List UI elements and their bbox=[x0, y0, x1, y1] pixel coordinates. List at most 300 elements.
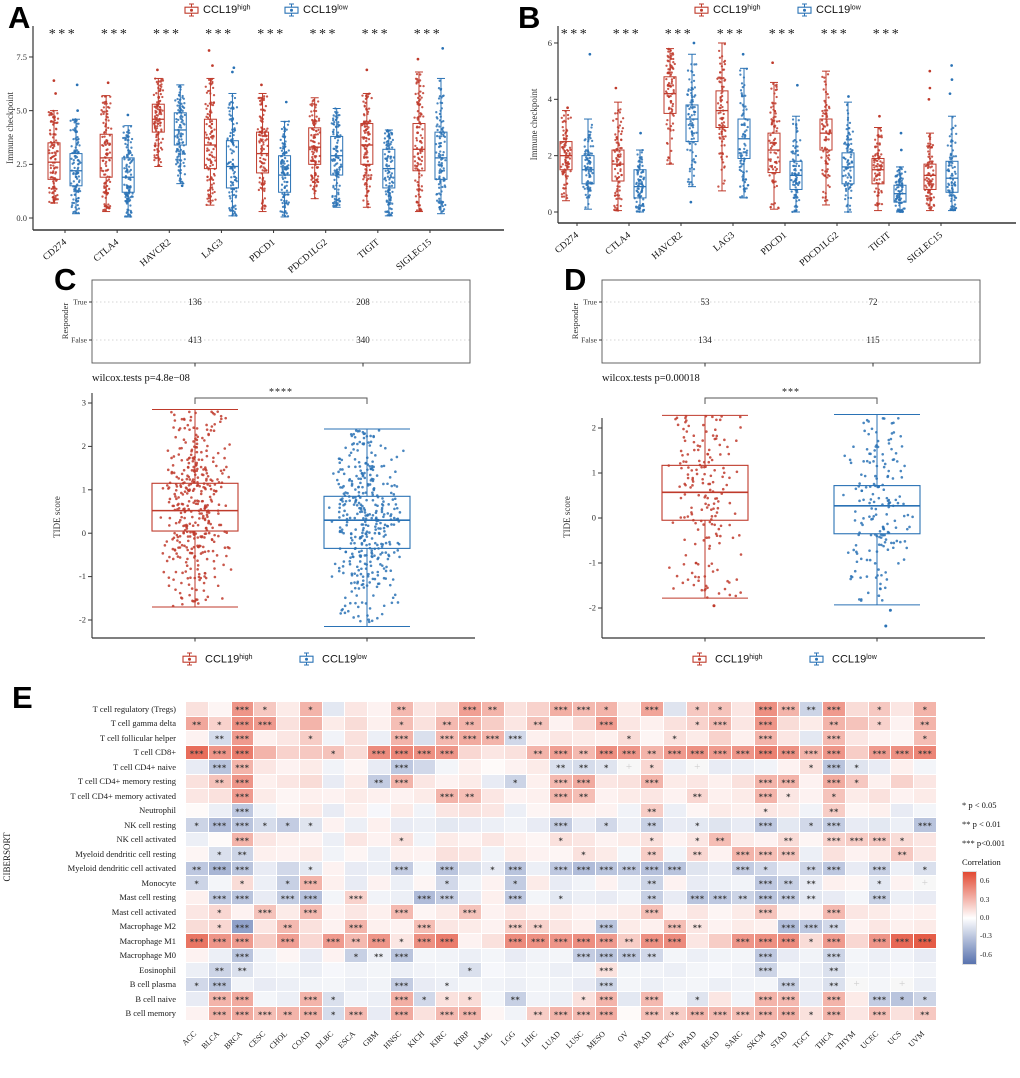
heatmap-cell: *** bbox=[755, 717, 777, 731]
heatmap-row-label: T cell gamma delta bbox=[110, 718, 176, 729]
heatmap-cell bbox=[505, 978, 527, 992]
heatmap-cell bbox=[414, 847, 436, 861]
heatmap-cell bbox=[209, 833, 231, 847]
heatmap-cell: *** bbox=[550, 862, 572, 876]
heatmap-cell bbox=[550, 847, 572, 861]
heatmap-cell: ** bbox=[527, 746, 549, 760]
heatmap-cell: ** bbox=[641, 847, 663, 861]
heatmap-cell bbox=[846, 920, 868, 934]
svg-text:PDCD1: PDCD1 bbox=[759, 230, 789, 258]
svg-text:4: 4 bbox=[547, 94, 552, 105]
heatmap-cell bbox=[254, 978, 276, 992]
heatmap-cell: ** bbox=[482, 702, 504, 716]
heatmap-cell bbox=[573, 963, 595, 977]
heatmap-cell bbox=[368, 789, 390, 803]
heatmap-cell: *** bbox=[732, 934, 754, 948]
heatmap-cell bbox=[368, 833, 390, 847]
heatmap-cell: *** bbox=[573, 862, 595, 876]
svg-text:2: 2 bbox=[81, 441, 86, 451]
heatmap-cell: *** bbox=[232, 818, 254, 832]
heatmap-cell bbox=[891, 891, 913, 905]
heatmap-cell: *** bbox=[368, 934, 390, 948]
heatmap-cell bbox=[846, 702, 868, 716]
heatmap-cell bbox=[618, 818, 640, 832]
heatmap-cell: *** bbox=[505, 731, 527, 745]
heatmap-col-label: LGG bbox=[498, 1029, 517, 1048]
heatmap-cell bbox=[277, 789, 299, 803]
heatmap-cell bbox=[914, 891, 936, 905]
heatmap-cell: * bbox=[186, 818, 208, 832]
heatmap-cell: * bbox=[687, 717, 709, 731]
heatmap-col-label: PCPG bbox=[655, 1029, 676, 1050]
heatmap-cell bbox=[596, 847, 618, 861]
heatmap-row-label: Macrophage M2 bbox=[119, 921, 176, 932]
heatmap-cell: *** bbox=[550, 818, 572, 832]
heatmap-cell bbox=[709, 847, 731, 861]
heatmap-cell: *** bbox=[755, 789, 777, 803]
svg-text:***: *** bbox=[872, 27, 902, 42]
heatmap-cell bbox=[709, 760, 731, 774]
heatmap-cell bbox=[527, 949, 549, 963]
heatmap-cell: * bbox=[209, 717, 231, 731]
heatmap-cell bbox=[709, 963, 731, 977]
box bbox=[70, 119, 82, 213]
heatmap-cell: *** bbox=[209, 934, 231, 948]
heatmap-cell bbox=[345, 731, 367, 745]
heatmap-cell bbox=[505, 1007, 527, 1021]
heatmap-cell: *** bbox=[755, 949, 777, 963]
heatmap-col-label: PAAD bbox=[631, 1029, 654, 1051]
heatmap-cell: *** bbox=[414, 934, 436, 948]
heatmap-col-label: ESCA bbox=[336, 1029, 358, 1051]
heatmap-cell bbox=[596, 891, 618, 905]
heatmap-cell: *** bbox=[755, 992, 777, 1006]
heatmap-cell: ** bbox=[823, 717, 845, 731]
heatmap-cell: *** bbox=[436, 789, 458, 803]
heatmap-cell bbox=[414, 717, 436, 731]
heatmap-cell bbox=[482, 949, 504, 963]
heatmap-cell bbox=[755, 978, 777, 992]
heatmap-cell bbox=[778, 717, 800, 731]
heatmap-cell: *** bbox=[550, 934, 572, 948]
heatmap-cell bbox=[414, 789, 436, 803]
heatmap-cell: *** bbox=[232, 1007, 254, 1021]
heatmap-cell bbox=[709, 978, 731, 992]
heatmap-cell: *** bbox=[573, 702, 595, 716]
heatmap-col-label: BLCA bbox=[199, 1029, 222, 1051]
heatmap-cell: *** bbox=[778, 1007, 800, 1021]
heatmap-cell bbox=[846, 804, 868, 818]
heatmap-cell bbox=[573, 876, 595, 890]
heatmap-cell: *** bbox=[596, 934, 618, 948]
heatmap-cell bbox=[300, 804, 322, 818]
heatmap-cell: * bbox=[596, 702, 618, 716]
heatmap-cell: ** bbox=[641, 818, 663, 832]
heatmap-cell: *** bbox=[596, 963, 618, 977]
heatmap-cell bbox=[414, 905, 436, 919]
heatmap-cell: *** bbox=[186, 934, 208, 948]
heatmap-cell bbox=[618, 789, 640, 803]
heatmap-cell: ** bbox=[823, 920, 845, 934]
heatmap-cell bbox=[550, 717, 572, 731]
heatmap-cell bbox=[596, 789, 618, 803]
heatmap-cell: *** bbox=[596, 978, 618, 992]
heatmap-cell bbox=[618, 963, 640, 977]
heatmap-cell bbox=[914, 847, 936, 861]
heatmap-cell bbox=[414, 731, 436, 745]
heatmap-cell bbox=[914, 804, 936, 818]
heatmap-cell bbox=[687, 978, 709, 992]
box bbox=[560, 111, 572, 201]
heatmap-cell bbox=[414, 862, 436, 876]
heatmap-cell bbox=[482, 746, 504, 760]
heatmap-cell bbox=[869, 731, 891, 745]
heatmap-cell bbox=[277, 862, 299, 876]
heatmap-cell: ** bbox=[823, 804, 845, 818]
panel-a-label: A bbox=[8, 0, 31, 35]
heatmap-cell bbox=[436, 804, 458, 818]
heatmap-cell: *** bbox=[232, 862, 254, 876]
heatmap-cell: *** bbox=[641, 1007, 663, 1021]
heatmap-cell: ** bbox=[800, 862, 822, 876]
heatmap-cell: ** bbox=[391, 702, 413, 716]
heatmap-cell bbox=[823, 891, 845, 905]
heatmap-cell: *** bbox=[641, 862, 663, 876]
heatmap-cell: * bbox=[687, 992, 709, 1006]
heatmap-cell: *** bbox=[232, 746, 254, 760]
heatmap-cell bbox=[846, 746, 868, 760]
heatmap-cell: *** bbox=[823, 949, 845, 963]
heatmap-cell: + bbox=[618, 760, 640, 774]
heatmap-cell bbox=[618, 891, 640, 905]
heatmap-cell bbox=[391, 818, 413, 832]
heatmap-cell bbox=[846, 992, 868, 1006]
heatmap-cell bbox=[323, 833, 345, 847]
heatmap-cell bbox=[664, 760, 686, 774]
heatmap-col-label: THCA bbox=[813, 1029, 835, 1052]
heatmap-cell: *** bbox=[573, 775, 595, 789]
heatmap-cell: *** bbox=[232, 891, 254, 905]
heatmap-cell: + bbox=[914, 876, 936, 890]
heatmap-cell bbox=[869, 978, 891, 992]
heatmap-cell: *** bbox=[550, 789, 572, 803]
heatmap-cell bbox=[891, 717, 913, 731]
heatmap-row-label: Neutrophil bbox=[139, 805, 176, 816]
heatmap-cell bbox=[550, 949, 572, 963]
heatmap-cell: ** bbox=[641, 891, 663, 905]
heatmap-cell: *** bbox=[186, 746, 208, 760]
heatmap-cell bbox=[482, 905, 504, 919]
heatmap-cell bbox=[573, 978, 595, 992]
heatmap-cell bbox=[778, 804, 800, 818]
heatmap-cell: * bbox=[573, 992, 595, 1006]
heatmap-cell bbox=[732, 818, 754, 832]
heatmap-cell: * bbox=[800, 818, 822, 832]
heatmap-cell: *** bbox=[778, 992, 800, 1006]
heatmap-cell bbox=[664, 949, 686, 963]
legend-p3: *** p<0.001 bbox=[962, 838, 1006, 848]
heatmap-col-label: LAML bbox=[471, 1029, 494, 1052]
heatmap-cell: *** bbox=[232, 702, 254, 716]
heatmap-cell bbox=[254, 833, 276, 847]
heatmap-cell bbox=[618, 978, 640, 992]
heatmap-cell bbox=[391, 891, 413, 905]
svg-text:LAG3: LAG3 bbox=[200, 237, 226, 261]
heatmap-cell: *** bbox=[664, 920, 686, 934]
heatmap-cell: ** bbox=[800, 702, 822, 716]
heatmap-cell bbox=[778, 905, 800, 919]
svg-text:True: True bbox=[73, 297, 87, 307]
heatmap-cell bbox=[368, 862, 390, 876]
heatmap-cell bbox=[505, 847, 527, 861]
heatmap-cell bbox=[368, 920, 390, 934]
heatmap-cell bbox=[345, 862, 367, 876]
heatmap-cell bbox=[368, 963, 390, 977]
heatmap-cell bbox=[846, 963, 868, 977]
heatmap-cell: *** bbox=[687, 746, 709, 760]
heatmap-cell: *** bbox=[209, 746, 231, 760]
heatmap-cell: *** bbox=[550, 775, 572, 789]
heatmap-cell bbox=[914, 775, 936, 789]
heatmap-cell: * bbox=[300, 862, 322, 876]
heatmap-cell bbox=[891, 949, 913, 963]
heatmap-cell: *** bbox=[232, 949, 254, 963]
heatmap-cell: * bbox=[186, 876, 208, 890]
heatmap-cell bbox=[414, 963, 436, 977]
heatmap-cell bbox=[846, 949, 868, 963]
heatmap-cell bbox=[618, 804, 640, 818]
heatmap-cell bbox=[664, 876, 686, 890]
heatmap-cell bbox=[254, 862, 276, 876]
heatmap-cell: * bbox=[323, 992, 345, 1006]
jitter-points bbox=[328, 429, 405, 623]
svg-text:7.5: 7.5 bbox=[16, 51, 27, 62]
heatmap-row-label: Mast cell activated bbox=[111, 906, 176, 917]
heatmap-cell: * bbox=[391, 833, 413, 847]
legend-p1: * p < 0.05 bbox=[962, 800, 997, 810]
heatmap-cell bbox=[687, 804, 709, 818]
heatmap-cell bbox=[414, 949, 436, 963]
heatmap-row-label: Monocyte bbox=[141, 877, 176, 888]
heatmap-cell bbox=[414, 876, 436, 890]
heatmap-cell: * bbox=[891, 992, 913, 1006]
heatmap-cell bbox=[891, 920, 913, 934]
heatmap-cell: *** bbox=[391, 978, 413, 992]
heatmap-cell bbox=[254, 920, 276, 934]
svg-text:413: 413 bbox=[188, 335, 202, 345]
heatmap-col-label: GBM bbox=[361, 1029, 381, 1049]
heatmap-cell: * bbox=[778, 789, 800, 803]
heatmap-cell: * bbox=[414, 992, 436, 1006]
heatmap-col-label: KICH bbox=[405, 1029, 426, 1050]
heatmap-cell bbox=[914, 905, 936, 919]
heatmap-cell: *** bbox=[755, 702, 777, 716]
heatmap-cell bbox=[277, 760, 299, 774]
heatmap-cell: * bbox=[641, 760, 663, 774]
heatmap-cell bbox=[823, 847, 845, 861]
heatmap-cell: * bbox=[800, 934, 822, 948]
heatmap-cell: *** bbox=[891, 934, 913, 948]
heatmap-cell bbox=[459, 891, 481, 905]
heatmap-cell: *** bbox=[209, 760, 231, 774]
heatmap-cell bbox=[800, 847, 822, 861]
heatmap-col-label: ACC bbox=[180, 1029, 199, 1048]
heatmap-cell bbox=[300, 949, 322, 963]
heatmap-cell bbox=[254, 760, 276, 774]
heatmap-cell bbox=[368, 818, 390, 832]
heatmap-cell bbox=[277, 775, 299, 789]
heatmap-cell: *** bbox=[414, 891, 436, 905]
heatmap-cell bbox=[345, 717, 367, 731]
heatmap-cell: *** bbox=[254, 717, 276, 731]
colorbar-tick: -0.6 bbox=[980, 949, 992, 959]
heatmap-cell: *** bbox=[505, 891, 527, 905]
heatmap-cell: *** bbox=[914, 818, 936, 832]
heatmap-cell bbox=[664, 963, 686, 977]
heatmap-cell: *** bbox=[755, 818, 777, 832]
heatmap-cell bbox=[664, 818, 686, 832]
heatmap-col-label: STAD bbox=[768, 1029, 790, 1051]
heatmap-cell: * bbox=[209, 847, 231, 861]
heatmap-cell bbox=[505, 804, 527, 818]
heatmap-cell bbox=[755, 760, 777, 774]
heatmap-cell bbox=[436, 905, 458, 919]
heatmap-axis-label: CIBERSORT bbox=[2, 832, 12, 882]
box bbox=[257, 93, 269, 211]
heatmap-cell: + bbox=[687, 760, 709, 774]
heatmap-cell bbox=[323, 702, 345, 716]
heatmap-cell bbox=[846, 717, 868, 731]
heatmap-cell: ** bbox=[573, 746, 595, 760]
heatmap-cell bbox=[800, 731, 822, 745]
heatmap-cell bbox=[709, 905, 731, 919]
heatmap-cell bbox=[914, 978, 936, 992]
heatmap-cell: ** bbox=[186, 717, 208, 731]
heatmap-cell: *** bbox=[209, 978, 231, 992]
heatmap-cell bbox=[323, 818, 345, 832]
heatmap-cell: * bbox=[869, 702, 891, 716]
heatmap-cell: ** bbox=[641, 949, 663, 963]
svg-text:Responder: Responder bbox=[60, 302, 70, 340]
heatmap-cell: *** bbox=[618, 949, 640, 963]
heatmap-cell: ** bbox=[186, 862, 208, 876]
heatmap-cell: * bbox=[869, 717, 891, 731]
svg-text:136: 136 bbox=[188, 297, 202, 307]
svg-text:***: *** bbox=[560, 27, 590, 42]
heatmap-cell bbox=[209, 804, 231, 818]
heatmap-cell: * bbox=[459, 963, 481, 977]
heatmap-cell bbox=[209, 702, 231, 716]
heatmap-cell bbox=[323, 963, 345, 977]
heatmap-cell: ** bbox=[664, 1007, 686, 1021]
heatmap-cell bbox=[527, 760, 549, 774]
heatmap-cell: *** bbox=[232, 804, 254, 818]
heatmap-cell bbox=[300, 775, 322, 789]
svg-text:CD274: CD274 bbox=[41, 237, 69, 263]
heatmap-cell bbox=[914, 949, 936, 963]
heatmap-cell bbox=[550, 905, 572, 919]
heatmap-cell bbox=[800, 905, 822, 919]
svg-text:3: 3 bbox=[81, 397, 86, 408]
svg-text:Immune checkpoint: Immune checkpoint bbox=[5, 92, 15, 164]
heatmap-cell bbox=[436, 920, 458, 934]
heatmap-cell bbox=[527, 992, 549, 1006]
heatmap-cell bbox=[641, 789, 663, 803]
heatmap-cell: ** bbox=[618, 934, 640, 948]
heatmap-cell: *** bbox=[596, 992, 618, 1006]
heatmap-cell bbox=[687, 731, 709, 745]
colorbar-tick: 0.3 bbox=[980, 894, 990, 904]
heatmap-cell: *** bbox=[527, 934, 549, 948]
heatmap-cell: *** bbox=[755, 963, 777, 977]
heatmap-cell: * bbox=[846, 775, 868, 789]
svg-text:CD274: CD274 bbox=[553, 230, 581, 256]
heatmap-cell: *** bbox=[709, 1007, 731, 1021]
heatmap-cell bbox=[709, 934, 731, 948]
heatmap-cell bbox=[505, 833, 527, 847]
heatmap-cell bbox=[869, 775, 891, 789]
svg-text:TIGIT: TIGIT bbox=[356, 237, 382, 262]
heatmap-cell: *** bbox=[436, 934, 458, 948]
heatmap-cell: * bbox=[436, 978, 458, 992]
heatmap-col-label: BRCA bbox=[222, 1029, 244, 1052]
heatmap-cell bbox=[505, 963, 527, 977]
heatmap-col-label: KIRP bbox=[452, 1029, 472, 1049]
heatmap-cell: *** bbox=[505, 862, 527, 876]
heatmap-cell: *** bbox=[732, 847, 754, 861]
heatmap-cell bbox=[277, 731, 299, 745]
heatmap-cell: * bbox=[209, 920, 231, 934]
heatmap-cell bbox=[527, 963, 549, 977]
heatmap-col-label: UCEC bbox=[858, 1029, 881, 1051]
heatmap-cell: * bbox=[482, 862, 504, 876]
heatmap-cell: *** bbox=[459, 905, 481, 919]
heatmap-cell: *** bbox=[391, 746, 413, 760]
heatmap-cell bbox=[300, 789, 322, 803]
heatmap-cell: *** bbox=[755, 746, 777, 760]
heatmap-cell: *** bbox=[391, 775, 413, 789]
heatmap-cell bbox=[550, 804, 572, 818]
heatmap-cell bbox=[618, 847, 640, 861]
heatmap-cell bbox=[368, 731, 390, 745]
heatmap-cell: ** bbox=[527, 920, 549, 934]
heatmap-cell bbox=[436, 949, 458, 963]
heatmap-cell bbox=[186, 847, 208, 861]
heatmap-row-label: Macrophage M0 bbox=[119, 950, 176, 961]
heatmap-cell bbox=[254, 891, 276, 905]
heatmap-cell: *** bbox=[482, 731, 504, 745]
heatmap-cell: *** bbox=[596, 862, 618, 876]
heatmap-cell bbox=[505, 789, 527, 803]
heatmap-cell: *** bbox=[300, 905, 322, 919]
svg-text:TIGIT: TIGIT bbox=[867, 230, 893, 255]
heatmap-cell: *** bbox=[300, 891, 322, 905]
heatmap-cell bbox=[436, 760, 458, 774]
heatmap-row-label: Eosinophil bbox=[139, 964, 176, 975]
heatmap-cell: *** bbox=[846, 833, 868, 847]
heatmap-cell: *** bbox=[823, 818, 845, 832]
heatmap-cell bbox=[277, 847, 299, 861]
heatmap-cell bbox=[459, 833, 481, 847]
heatmap-cell bbox=[687, 949, 709, 963]
heatmap-cell bbox=[459, 746, 481, 760]
heatmap-row-label: B cell naive bbox=[135, 993, 176, 1004]
heatmap-cell: *** bbox=[232, 760, 254, 774]
heatmap-cell bbox=[209, 949, 231, 963]
heatmap-cell: *** bbox=[709, 746, 731, 760]
heatmap-cell: *** bbox=[778, 775, 800, 789]
heatmap-cell bbox=[414, 978, 436, 992]
